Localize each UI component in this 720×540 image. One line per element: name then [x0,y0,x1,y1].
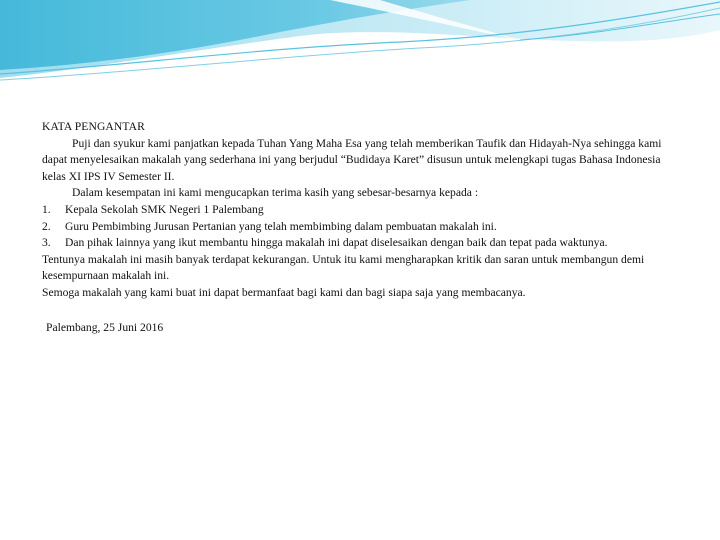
document-body [42,119,672,336]
document-title: KATA PENGANTAR [42,120,145,133]
list-item [42,219,672,236]
place-date: Palembang, 25 Juni 2016 [46,320,164,334]
list-text: Guru Pembimbing Jurusan Pertanian yang telah membimbing dalam pembuatan makalah ini. [65,219,497,233]
list-number: 1. [42,202,51,216]
opening-paragraph: Puji dan syukur kami panjatkan kepada Tuhan Yang Maha Esa yang telah memberikan Taufik dan Hidayah-Nya sehingga kami dapat menyelesaikan makalah yang sederhana ini yang berjudul “Budidaya Karet” disusun untuk melengkapi tugas Bahasa Indonesia kelas XI IPS IV Semester II. [42,136,662,183]
list-item [42,202,672,219]
list-number: 3. [42,236,51,250]
list-text: Dan pihak lainnya yang ikut membantu hingga makalah ini dapat diselesaikan dengan baik dan tepat pada waktunya. [65,236,608,250]
list-text: Kepala Sekolah SMK Negeri 1 Palembang [65,202,264,216]
list-item [42,235,672,252]
list-number: 2. [42,219,51,233]
wave-decoration [0,0,720,90]
thanks-intro-paragraph: Dalam kesempatan ini kami mengucapkan terima kasih yang sebesar-besarnya kepada : [72,186,479,200]
shortcomings-paragraph: Tentunya makalah ini masih banyak terdapat kekurangan. Untuk itu kami mengharapkan kritik dan saran untuk membangun demi kesempurnaan makalah ini. [42,252,645,283]
hope-paragraph: Semoga makalah yang kami buat ini dapat bermanfaat bagi kami dan bagi siapa saja yang membacanya. [42,285,526,299]
